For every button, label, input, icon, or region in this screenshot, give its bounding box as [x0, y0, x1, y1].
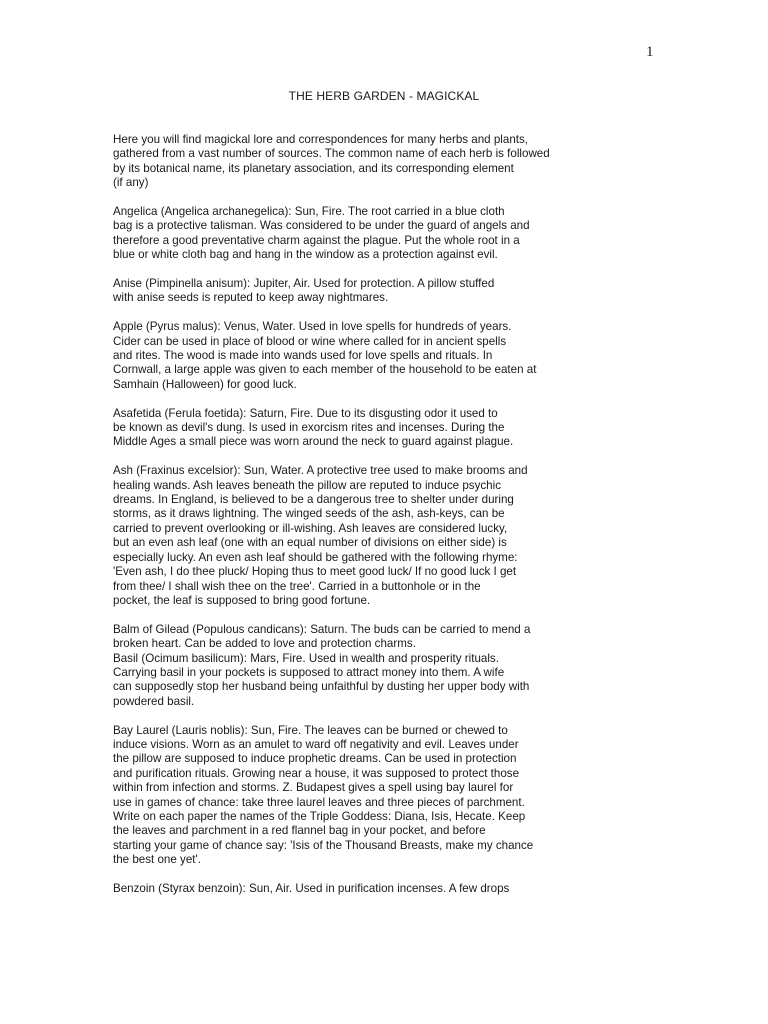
document-body	[113, 133, 593, 911]
text-line: by its botanical name, its planetary association, and its corresponding element	[113, 161, 514, 175]
text-line: Asafetida (Ferula foetida): Saturn, Fire. Due to its disgusting odor it used to	[113, 406, 498, 420]
text-line: within from infection and storms. Z. Budapest gives a spell using bay laurel for	[113, 781, 514, 795]
text-line: use in games of chance: take three laurel leaves and three pieces of parchment.	[113, 795, 525, 809]
text-line: and purification rituals. Growing near a house, it was supposed to protect those	[113, 766, 520, 780]
page-number: 1	[646, 44, 654, 60]
text-line: gathered from a vast number of sources. The common name of each herb is followed	[113, 147, 550, 161]
text-line: induce visions. Worn as an amulet to ward off negativity and evil. Leaves under	[113, 737, 519, 751]
text-line: from thee/ I shall wish thee on the tree'. Carried in a buttonhole or in the	[113, 579, 481, 593]
text-line: Anise (Pimpinella anisum): Jupiter, Air. Used for protection. A pillow stuffed	[113, 277, 495, 291]
text-line: carried to prevent overlooking or ill-wishing. Ash leaves are considered lucky,	[113, 521, 508, 535]
text-line: Cider can be used in place of blood or wine where called for in ancient spells	[113, 334, 507, 348]
text-line: therefore a good preventative charm against the plague. Put the whole root in a	[113, 233, 520, 247]
text-line: bag is a protective talisman. Was considered to be under the guard of angels and	[113, 219, 530, 233]
paragraph	[113, 133, 593, 191]
paragraph	[113, 277, 593, 306]
text-line: can supposedly stop her husband being unfaithful by dusting her upper body with	[113, 680, 530, 694]
text-line: starting your game of chance say: 'Isis of the Thousand Breasts, make my chance	[113, 838, 534, 852]
text-line: Samhain (Halloween) for good luck.	[113, 377, 297, 391]
text-line: healing wands. Ash leaves beneath the pillow are reputed to induce psychic	[113, 478, 501, 492]
text-line: Balm of Gilead (Populous candicans): Saturn. The buds can be carried to mend a	[113, 622, 531, 636]
paragraph	[113, 205, 593, 263]
text-line: the best one yet'.	[113, 853, 201, 867]
text-line: with anise seeds is reputed to keep away nightmares.	[113, 291, 389, 305]
paragraph	[113, 652, 593, 710]
text-line: be known as devil's dung. Is used in exorcism rites and incenses. During the	[113, 421, 505, 435]
paragraph	[113, 623, 593, 652]
text-line: the pillow are supposed to induce prophetic dreams. Can be used in protection	[113, 752, 517, 766]
text-line: Write on each paper the names of the Triple Goddess: Diana, Isis, Hecate. Keep	[113, 809, 526, 823]
text-line: Angelica (Angelica archanegelica): Sun, Fire. The root carried in a blue cloth	[113, 205, 505, 219]
text-line: pocket, the leaf is supposed to bring good fortune.	[113, 593, 371, 607]
paragraph	[113, 407, 593, 450]
text-line: especially lucky. An even ash leaf should be gathered with the following rhyme:	[113, 550, 518, 564]
paragraph	[113, 464, 593, 608]
text-line: Carrying basil in your pockets is supposed to attract money into them. A wife	[113, 665, 505, 679]
paragraph	[113, 882, 593, 896]
text-line: dreams. In England, is believed to be a dangerous tree to shelter under during	[113, 493, 514, 507]
text-line: broken heart. Can be added to love and protection charms.	[113, 637, 416, 651]
text-line: Benzoin (Styrax benzoin): Sun, Air. Used in purification incenses. A few drops	[113, 882, 510, 895]
text-line: (if any)	[113, 176, 149, 190]
text-line: Basil (Ocimum basilicum): Mars, Fire. Used in wealth and prosperity rituals.	[113, 651, 499, 665]
text-line: powdered basil.	[113, 694, 195, 708]
text-line: blue or white cloth bag and hang in the window as a protection against evil.	[113, 248, 498, 262]
text-line: Cornwall, a large apple was given to each member of the household to be eaten at	[113, 363, 537, 377]
text-line: 'Even ash, I do thee pluck/ Hoping thus to meet good luck/ If no good luck I get	[113, 565, 517, 579]
text-line: Middle Ages a small piece was worn around the neck to guard against plague.	[113, 435, 514, 449]
text-line: Apple (Pyrus malus): Venus, Water. Used in love spells for hundreds of years.	[113, 320, 512, 334]
document-title: THE HERB GARDEN - MAGICKAL	[288, 89, 480, 103]
text-line: storms, as it draws lightning. The winged seeds of the ash, ash-keys, can be	[113, 507, 505, 521]
text-line: Here you will find magickal lore and correspondences for many herbs and plants,	[113, 133, 529, 146]
paragraph	[113, 724, 593, 868]
text-line: and rites. The wood is made into wands used for love spells and rituals. In	[113, 349, 493, 363]
paragraph	[113, 320, 593, 392]
text-line: the leaves and parchment in a red flannel bag in your pocket, and before	[113, 824, 486, 838]
text-line: Bay Laurel (Lauris noblis): Sun, Fire. The leaves can be burned or chewed to	[113, 723, 508, 737]
text-line: but an even ash leaf (one with an equal number of divisions on either side) is	[113, 536, 507, 550]
text-line: Ash (Fraxinus excelsior): Sun, Water. A protective tree used to make brooms and	[113, 464, 528, 478]
